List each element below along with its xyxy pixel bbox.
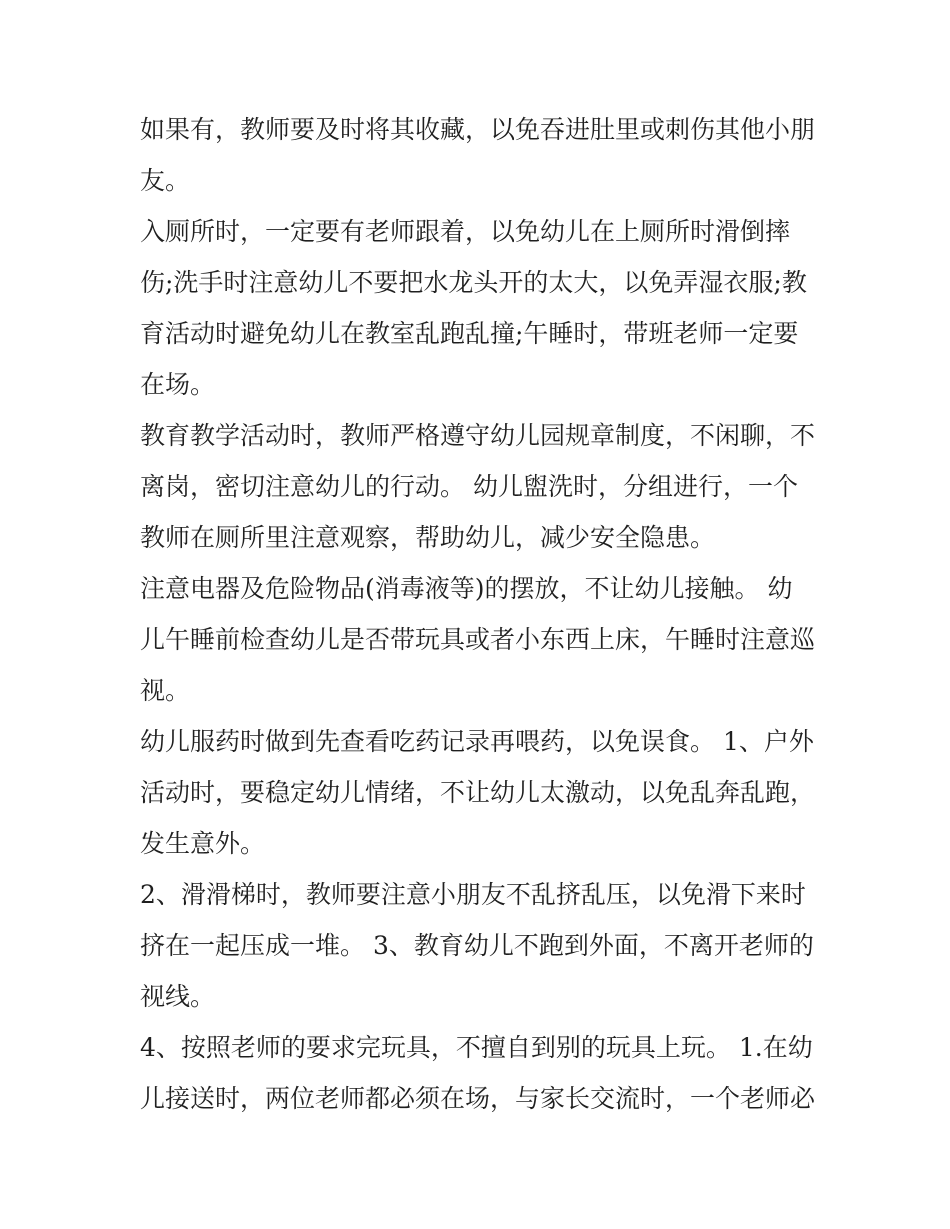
text-line: 儿接送时，两位老师都必须在场，与家长交流时，一个老师必 <box>140 1084 816 1113</box>
text-line: 友。 <box>140 166 191 195</box>
paragraph-4 <box>140 571 820 724</box>
text-line: 教师在厕所里注意观察，帮助幼儿，减少安全隐患。 <box>140 523 716 552</box>
text-line: 视。 <box>140 676 191 705</box>
text-line: 伤;洗手时注意幼儿不要把水龙头开的太大，以免弄湿衣服;教 <box>140 268 807 297</box>
paragraph-7 <box>140 1030 820 1132</box>
text-line: 活动时，要稳定幼儿情绪，不让幼儿太激动，以免乱奔乱跑， <box>140 778 816 807</box>
text-line: 2、滑滑梯时，教师要注意小朋友不乱挤乱压，以免滑下来时 <box>140 880 806 909</box>
paragraph-1 <box>140 112 820 214</box>
text-line: 视线。 <box>140 982 216 1011</box>
text-line: 发生意外。 <box>140 829 266 858</box>
text-line: 儿午睡前检查幼儿是否带玩具或者小东西上床，午睡时注意巡 <box>140 625 816 654</box>
paragraph-3 <box>140 418 820 571</box>
paragraph-6 <box>140 877 820 1030</box>
text-line: 离岗，密切注意幼儿的行动。 幼儿盥洗时，分组进行，一个 <box>140 472 798 501</box>
text-line: 在场。 <box>140 370 216 399</box>
text-line: 育活动时避免幼儿在教室乱跑乱撞;午睡时，带班老师一定要 <box>140 319 799 348</box>
text-line: 注意电器及危险物品(消毒液等)的摆放，不让幼儿接触。 幼 <box>140 574 793 603</box>
document-body <box>140 112 820 1132</box>
text-line: 如果有，教师要及时将其收藏，以免吞进肚里或刺伤其他小朋 <box>140 115 816 144</box>
text-line: 入厕所时，一定要有老师跟着，以免幼儿在上厕所时滑倒摔 <box>140 217 791 246</box>
text-line: 挤在一起压成一堆。 3、教育幼儿不跑到外面，不离开老师的 <box>140 931 814 960</box>
text-line: 教育教学活动时，教师严格遵守幼儿园规章制度，不闲聊，不 <box>140 421 816 450</box>
text-line: 幼儿服药时做到先查看吃药记录再喂药，以免误食。 1、户外 <box>140 727 814 756</box>
paragraph-5 <box>140 724 820 877</box>
paragraph-2 <box>140 214 820 418</box>
text-line: 4、按照老师的要求完玩具，不擅自到别的玩具上玩。 1.在幼 <box>140 1033 813 1062</box>
